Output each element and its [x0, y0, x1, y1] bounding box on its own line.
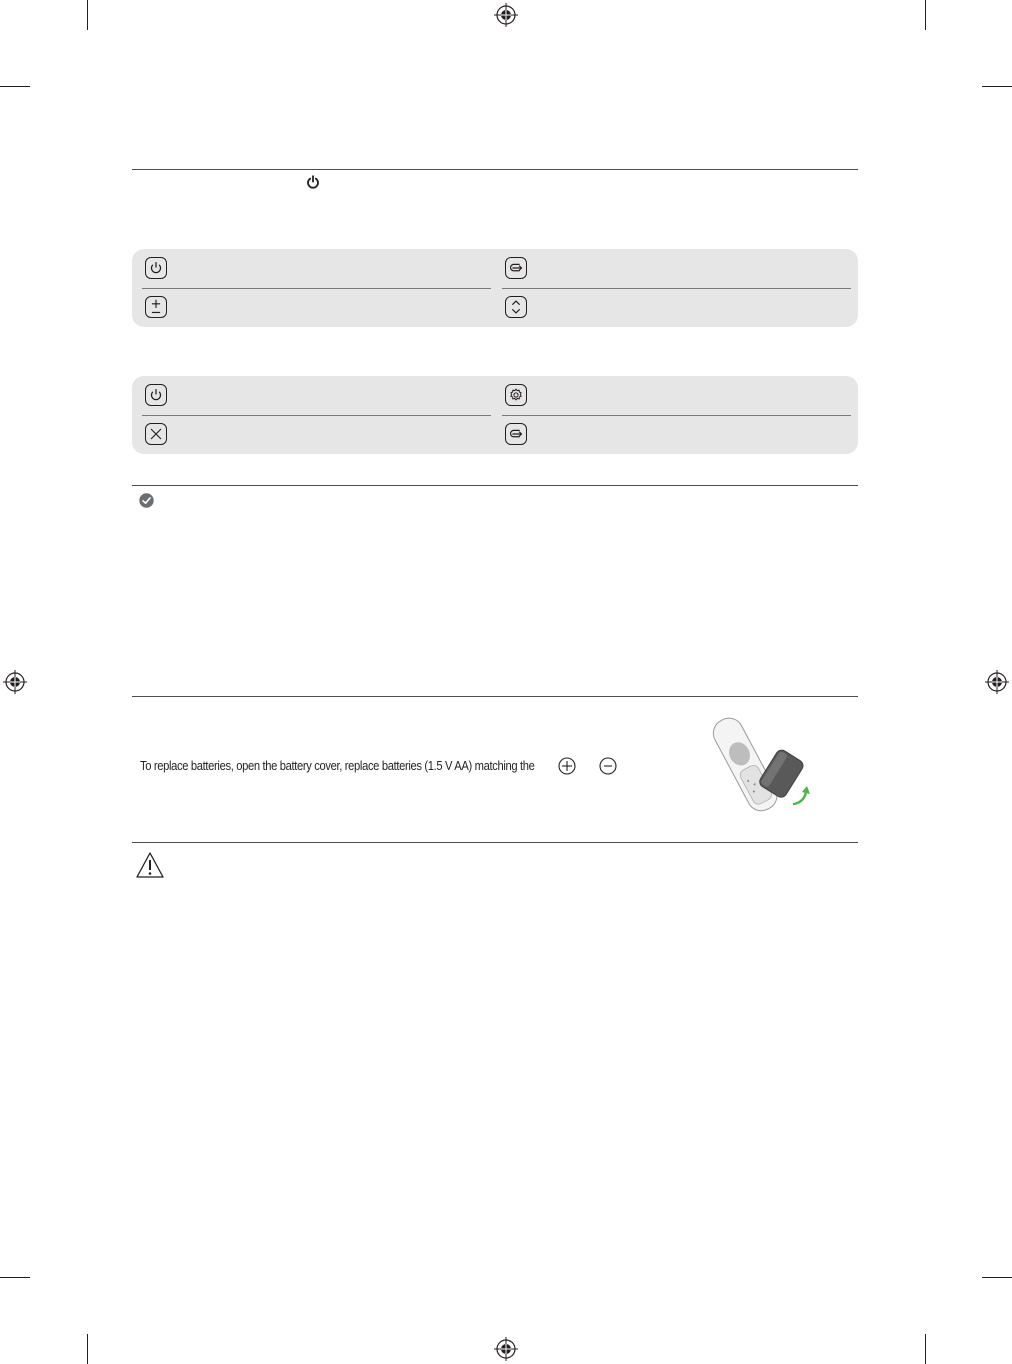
row-divider — [142, 415, 491, 416]
plus-circle-icon — [558, 757, 576, 775]
crop-mark — [925, 0, 926, 30]
button-panel-menu — [132, 376, 858, 454]
check-circle-icon — [139, 493, 154, 508]
warning-triangle-icon — [135, 851, 165, 879]
crop-mark — [0, 86, 30, 87]
input-icon — [505, 257, 527, 279]
power-icon — [145, 257, 167, 279]
minus-circle-icon — [599, 757, 617, 775]
section-divider — [132, 485, 858, 486]
row-divider — [502, 288, 851, 289]
channel-up-down-icon — [505, 296, 527, 318]
settings-gear-icon — [505, 384, 527, 406]
registration-mark-icon — [3, 670, 27, 694]
crop-mark — [87, 0, 88, 30]
exit-x-icon — [145, 423, 167, 445]
remote-battery-illustration — [708, 712, 818, 816]
button-panel-tv — [132, 249, 858, 327]
volume-plus-minus-icon — [145, 296, 167, 318]
crop-mark — [87, 1334, 88, 1364]
registration-mark-icon — [494, 1337, 518, 1361]
section-divider — [132, 696, 858, 697]
section-divider — [132, 169, 858, 170]
registration-mark-icon — [985, 670, 1009, 694]
row-divider — [142, 288, 491, 289]
section-divider — [132, 842, 858, 843]
input-icon — [505, 423, 527, 445]
crop-mark — [925, 1334, 926, 1364]
power-icon — [306, 175, 320, 189]
crop-mark — [982, 1277, 1012, 1278]
crop-mark — [0, 1277, 30, 1278]
registration-mark-icon — [494, 3, 518, 27]
power-icon — [145, 384, 167, 406]
battery-instruction-text: To replace batteries, open the battery cover, replace batteries (1.5 V AA) matching the — [140, 758, 535, 773]
crop-mark — [982, 86, 1012, 87]
row-divider — [502, 415, 851, 416]
